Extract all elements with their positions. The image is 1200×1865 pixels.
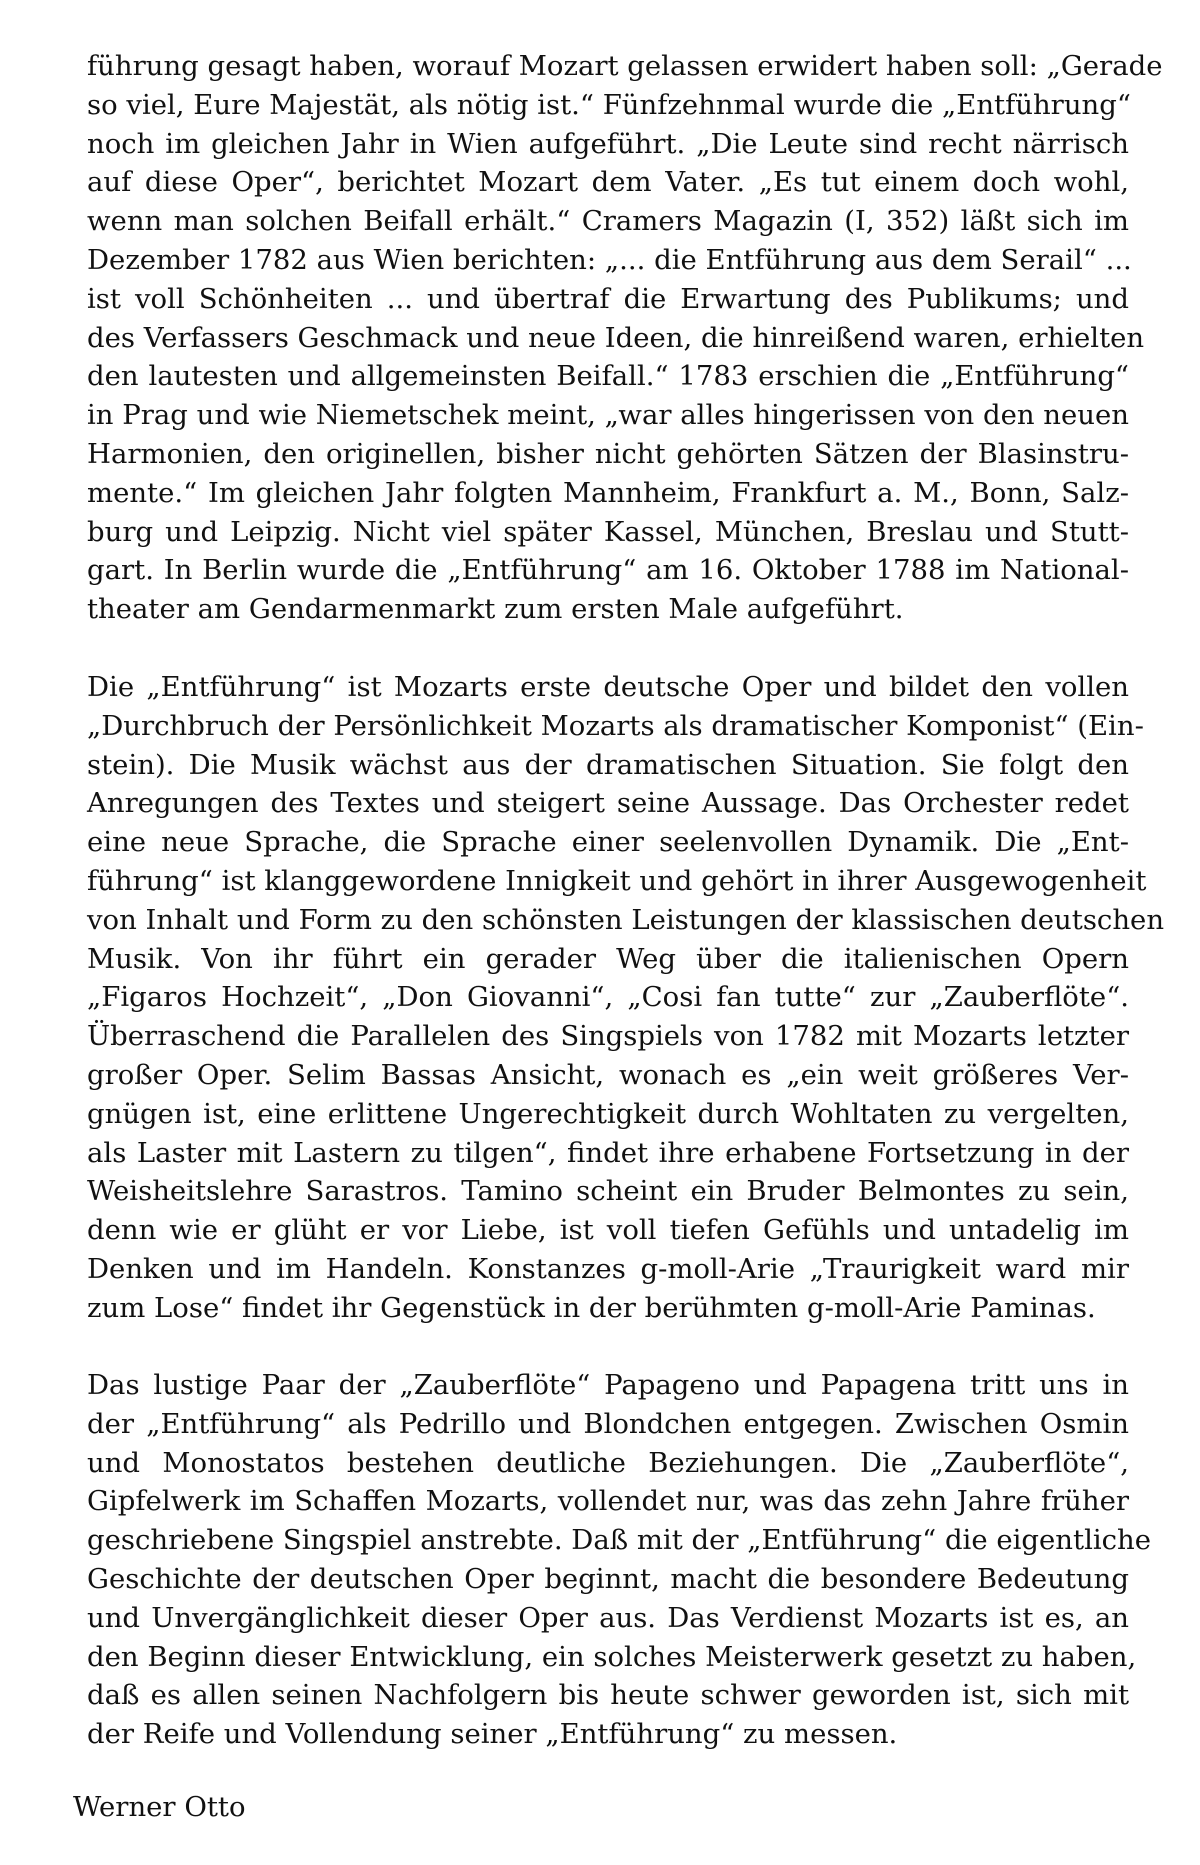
text-line: noch im gleichen Jahr in Wien aufgeführt. „Die Leute sind recht närrisch — [87, 127, 1129, 160]
text-line: „Figaros Hochzeit“, „Don Giovanni“, „Cosi fan tutte“ zur „Zauberflöte“. — [87, 981, 1129, 1014]
text-line: Geschichte der deutschen Oper beginnt, macht die besondere Bedeutung — [87, 1562, 1129, 1595]
text-line: „Durchbruch der Persönlichkeit Mozarts als dramatischer Komponist“ (Ein- — [87, 709, 1144, 742]
text-line: zum Lose“ findet ihr Gegenstück in der berühmten g-moll-Arie Paminas. — [87, 1291, 1096, 1324]
author-signature: Werner Otto — [73, 1791, 246, 1823]
text-line: geschriebene Singspiel anstrebte. Daß mit der „Entführung“ die eigentliche — [87, 1524, 1152, 1557]
text-line: daß es allen seinen Nachfolgern bis heute schwer geworden ist, sich mit — [87, 1679, 1129, 1712]
text-line: mente.“ Im gleichen Jahr folgten Mannheim, Frankfurt a. M., Bonn, Salz- — [87, 476, 1129, 509]
text-line: Denken und im Handeln. Konstanzes g-moll-Arie „Traurigkeit ward mir — [87, 1252, 1129, 1285]
text-line: Dezember 1782 aus Wien berichten: „... die Entführung aus dem Serail“ ... — [87, 243, 1132, 276]
text-line: burg und Leipzig. Nicht viel später Kassel, München, Breslau und Stutt- — [87, 515, 1129, 548]
text-line: wenn man solchen Beifall erhält.“ Cramers Magazin (I, 352) läßt sich im — [87, 205, 1129, 238]
text-line: Gipfelwerk im Schaffen Mozarts, vollendet nur, was das zehn Jahre früher — [87, 1485, 1129, 1518]
text-line: gart. In Berlin wurde die „Entführung“ am 16. Oktober 1788 im National- — [87, 554, 1129, 587]
text-line: von Inhalt und Form zu den schönsten Leistungen der klassischen deutschen — [87, 903, 1165, 936]
text-line: den lautesten und allgemeinsten Beifall.“ 1783 erschien die „Entführung“ — [87, 360, 1129, 393]
text-line: großer Oper. Selim Bassas Ansicht, wonach es „ein weit größeres Ver- — [87, 1058, 1129, 1091]
text-line: Die „Entführung“ ist Mozarts erste deutsche Oper und bildet den vollen — [87, 671, 1129, 703]
text-line: theater am Gendarmenmarkt zum ersten Male aufgeführt. — [87, 593, 904, 626]
text-line: in Prag und wie Niemetschek meint, „war alles hingerissen von den neuen — [87, 399, 1129, 432]
text-line: führung“ ist klanggewordene Innigkeit und gehört in ihrer Ausgewogenheit — [87, 864, 1147, 897]
text-line: Das lustige Paar der „Zauberflöte“ Papageno und Papagena tritt uns in — [87, 1369, 1129, 1401]
text-line: und Unvergänglichkeit dieser Oper aus. Das Verdienst Mozarts ist es, an — [87, 1601, 1129, 1634]
paragraph-2 — [87, 668, 1165, 1328]
text-line: der Reife und Vollendung seiner „Entführung“ zu messen. — [87, 1718, 898, 1751]
text-line: und Monostatos bestehen deutliche Beziehungen. Die „Zauberflöte“, — [87, 1446, 1129, 1479]
paragraph-3 — [87, 1366, 1152, 1754]
text-line: Harmonien, den originellen, bisher nicht gehörten Sätzen der Blasinstru- — [87, 437, 1129, 470]
text-line: Musik. Von ihr führt ein gerader Weg über die italienischen Opern — [87, 942, 1129, 975]
paragraph-1 — [87, 47, 1163, 629]
text-line: auf diese Oper“, berichtet Mozart dem Vater. „Es tut einem doch wohl, — [87, 166, 1129, 199]
text-line: ist voll Schönheiten ... und übertraf die Erwartung des Publikums; und — [87, 282, 1129, 315]
text-line: Weisheitslehre Sarastros. Tamino scheint ein Bruder Belmontes zu sein, — [87, 1175, 1129, 1208]
text-line: stein). Die Musik wächst aus der dramatischen Situation. Sie folgt den — [87, 748, 1129, 781]
text-line: so viel, Eure Majestät, als nötig ist.“ Fünfzehnmal wurde die „Entführung“ — [87, 88, 1131, 121]
text-line: führung gesagt haben, worauf Mozart gelassen erwidert haben soll: „Gerade — [87, 50, 1163, 82]
text-line: gnügen ist, eine erlittene Ungerechtigkeit durch Wohltaten zu vergelten, — [87, 1097, 1129, 1130]
text-line: des Verfassers Geschmack und neue Ideen, die hinreißend waren, erhielten — [87, 321, 1145, 354]
text-line: als Laster mit Lastern zu tilgen“, findet ihre erhabene Fortsetzung in der — [87, 1136, 1129, 1169]
text-line: der „Entführung“ als Pedrillo und Blondchen entgegen. Zwischen Osmin — [87, 1407, 1129, 1440]
text-line: denn wie er glüht er vor Liebe, ist voll tiefen Gefühls und untadelig im — [87, 1214, 1129, 1247]
text-line: eine neue Sprache, die Sprache einer seelenvollen Dynamik. Die „Ent- — [87, 826, 1129, 859]
text-line: den Beginn dieser Entwicklung, ein solches Meisterwerk gesetzt zu haben, — [87, 1640, 1137, 1673]
text-line: Anregungen des Textes und steigert seine Aussage. Das Orchester redet — [87, 787, 1129, 820]
text-line: Überraschend die Parallelen des Singspiels von 1782 mit Mozarts letzter — [87, 1020, 1129, 1053]
